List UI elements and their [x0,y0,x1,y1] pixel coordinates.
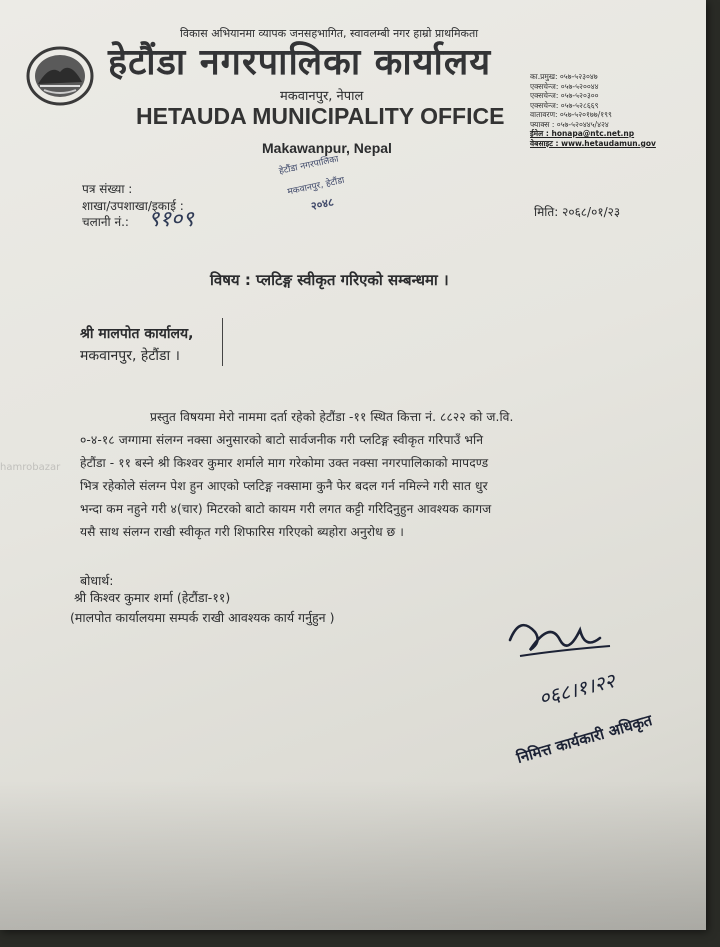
contact-line: का.प्रमुख: ०५७-५२३०४७ [530,72,598,81]
office-title-nepali: हेटौंडा नगरपालिका कार्यालय [108,42,492,83]
body-line: हेटौंडा - ११ बस्ने श्री किश्वर कुमार शर्माले माग गरेकोमा उक्त नक्सा नगरपालिकाको मापदण्ड [80,456,489,470]
signature-date: ०६८।१।२२ [536,668,618,711]
contact-line: फ्याक्स : ०५७-५२०४४५/४२४ [530,119,609,129]
body-line: ०-४-१८ जग्गामा संलग्न नक्सा अनुसारको बाटो सार्वजनीक गरी प्लटिङ्ग स्वीकृत गरिपाउँ भनि [80,433,484,447]
stamp-line: हेटौंडा नगरपालिका [278,154,340,177]
page-shadow [0,780,706,930]
letter-date: मिति: २०६८/०१/२३ [534,205,621,219]
contact-website: वेबसाइट : www.hetaudamun.gov [530,138,656,148]
body-line: भन्दा कम नहुने गरी ४(चार) मिटरको बाटो कायम गरी लगत कट्टी गरिदिनुहुन आवश्यक कागज [80,502,492,516]
stamp-line: २०४८ [309,195,335,213]
contact-details [530,72,656,148]
body-line: प्रस्तुत विषयमा मेरो नाममा दर्ता रहेको हेटौंडा -११ स्थित कित्ता नं. ८८२२ को ज.वि. [150,410,514,424]
municipality-logo [26,46,94,106]
watermark-text: hamrobazar [0,462,61,473]
contact-email: ईमेल : honapa@ntc.net.np [530,129,635,138]
letter-subject: विषय : प्लटिङ्ग स्वीकृत गरिएको सम्बन्धमा । [210,271,449,289]
cc-name: श्री किश्वर कुमार शर्मा (हेटौंडा-११) [74,590,231,605]
signature-title: निमित्त कार्यकारी अधिकृत [514,711,655,767]
office-stamp [268,140,388,220]
dispatch-number-handwritten: ९१०९ [148,207,194,232]
office-location-english: Makawanpur, Nepal [262,140,392,156]
branch-label: शाखा/उपशाखा/इकाई : [82,199,184,213]
contact-line: एक्सचेन्ज: ०५७-५२००४४ [530,81,599,91]
dispatch-number-label: चलानी नं.: [82,215,129,229]
cc-note: (मालपोत कार्यालयमा सम्पर्क राखी आवश्यक कार्य गर्नुहुन ) [70,610,335,625]
body-line: भित्र रहेकोले संलग्न पेश हुन आएको प्लटिङ्ग नक्सामा कुनै फेर बदल गर्न नमिल्ने गरी सात धुर [80,479,488,493]
letter-number-label: पत्र संख्या : [82,182,133,196]
office-title-english: HETAUDA MUNICIPALITY OFFICE [136,103,505,129]
office-location-nepali: मकवानपुर, नेपाल [280,89,364,104]
body-line: यसै साथ संलग्न राखी स्वीकृत गरी शिफारिस गरिएको ब्यहोरा अनुरोध छ । [80,525,404,539]
addressee-divider [222,318,223,366]
contact-line: वातावरण: ०५७-५२०१७७/१९९ [530,110,612,119]
addressee-line-2: मकवानपुर, हेटौंडा । [80,348,180,364]
contact-line: एक्सचेन्ज: ०५७-५२८६६९ [530,100,599,110]
cc-label: बोधार्थ: [80,573,114,588]
contact-line: एक्सचेन्ज: ०५७-५२०३०० [530,91,599,100]
stamp-line: मकवानपुर, हेटौंडा [286,175,346,198]
addressee-line-1: श्री मालपोत कार्यालय, [80,326,194,342]
handwritten-signature [490,610,690,770]
letterhead-motto: विकास अभियानमा व्यापक जनसहभागित, स्वावलम्बी नगर हाम्रो प्राथमिकता [180,27,479,40]
